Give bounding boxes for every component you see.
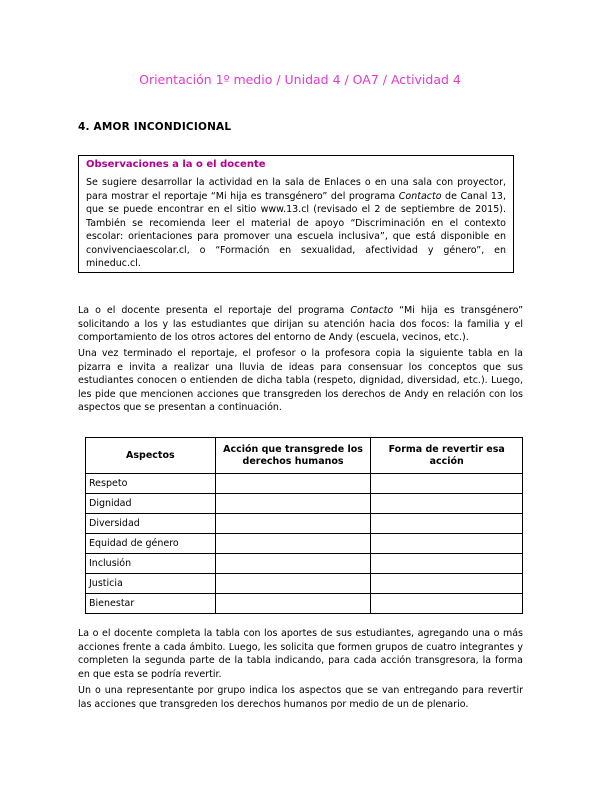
observations-text-end: de Canal 13, que se puede encontrar en el sitio www.13.cl (revisado el 2 de septiembre de 2015). También se recomienda leer el material de apoyo “Discriminación en el contexto escolar: orientaciones para promover una escuela inclusiva”, que está disponible en convivenciaescolar.cl, o “Formación en sexualidad, afectividad y género”, en mineduc.cl.: [86, 190, 506, 269]
revert-cell[interactable]: [371, 514, 523, 534]
aspect-cell: Equidad de género: [86, 534, 216, 554]
revert-cell[interactable]: [371, 554, 523, 574]
header-aspectos: Aspectos: [86, 438, 216, 474]
table-header-row: [86, 438, 523, 474]
paragraph-intro-start: La o el docente presenta el reportaje del programa: [78, 305, 351, 316]
revert-cell[interactable]: [371, 474, 523, 494]
table-row: [86, 534, 523, 554]
table-row: [86, 574, 523, 594]
observations-text: [86, 176, 506, 271]
table-row: [86, 594, 523, 614]
revert-cell[interactable]: [371, 594, 523, 614]
page-header: Orientación 1º medio / Unidad 4 / OA7 / Actividad 4: [139, 72, 461, 87]
action-cell[interactable]: [215, 574, 371, 594]
table-row: [86, 514, 523, 534]
revert-cell[interactable]: [371, 494, 523, 514]
paragraph-plenary: Un o una representante por grupo indica los aspectos que se van entregando para revertir las acciones que transgreden los derechos humanos por medio de un de plenario.: [78, 685, 523, 710]
rights-table: [85, 437, 523, 614]
aspect-cell: Diversidad: [86, 514, 216, 534]
section-title: 4. AMOR INCONDICIONAL: [78, 121, 232, 133]
paragraph-completion: La o el docente completa la tabla con los aportes de sus estudiantes, agregando una o más acciones frente a cada ámbito. Luego, les solicita que formen grupos de cuatro integrantes y completen la segunda parte de la tabla indicando, para cada acción transgresora, la forma en que esta se podría revertir.: [78, 628, 523, 680]
observations-text-start: Se sugiere desarrollar la actividad en la sala de Enlaces o en una sala con proyector, para mostrar el reportaje “Mi hija es transgénero” del programa: [86, 177, 506, 202]
paragraph-intro: [78, 304, 523, 345]
observations-title: Observaciones a la o el docente: [86, 159, 266, 170]
table-row: [86, 494, 523, 514]
revert-cell[interactable]: [371, 574, 523, 594]
aspect-cell: Respeto: [86, 474, 216, 494]
table-row: [86, 474, 523, 494]
header-accion: Acción que transgrede los derechos humanos: [215, 438, 371, 474]
program-name: Contacto: [398, 190, 442, 202]
action-cell[interactable]: [215, 494, 371, 514]
aspect-cell: Dignidad: [86, 494, 216, 514]
action-cell[interactable]: [215, 534, 371, 554]
action-cell[interactable]: [215, 474, 371, 494]
aspect-cell: Inclusión: [86, 554, 216, 574]
paragraph-intro-end: “Mi hija es transgénero” solicitando a los y las estudiantes que dirijan su atención hacia dos focos: la familia y el comportamiento de los otros actores del entorno de Andy (escuela, vecinos, etc.).: [78, 305, 523, 343]
paragraph-instructions: Una vez terminado el reportaje, el profesor o la profesora copia la siguiente tabla en la pizarra e invita a realizar una lluvia de ideas para consensuar los conceptos que sus estudiantes conocen o entienden de dicha tabla (respeto, dignidad, diversidad, etc.). Luego, les pide que mencionen acciones que transgreden los derechos de Andy en relación con los aspectos que se presentan a continuación.: [78, 348, 523, 413]
table-row: [86, 554, 523, 574]
observations-box: [78, 155, 514, 273]
program-name: Contacto: [350, 305, 394, 316]
header-forma: Forma de revertir esa acción: [371, 438, 523, 474]
aspect-cell: Justicia: [86, 574, 216, 594]
action-cell[interactable]: [215, 594, 371, 614]
aspect-cell: Bienestar: [86, 594, 216, 614]
action-cell[interactable]: [215, 554, 371, 574]
revert-cell[interactable]: [371, 534, 523, 554]
action-cell[interactable]: [215, 514, 371, 534]
